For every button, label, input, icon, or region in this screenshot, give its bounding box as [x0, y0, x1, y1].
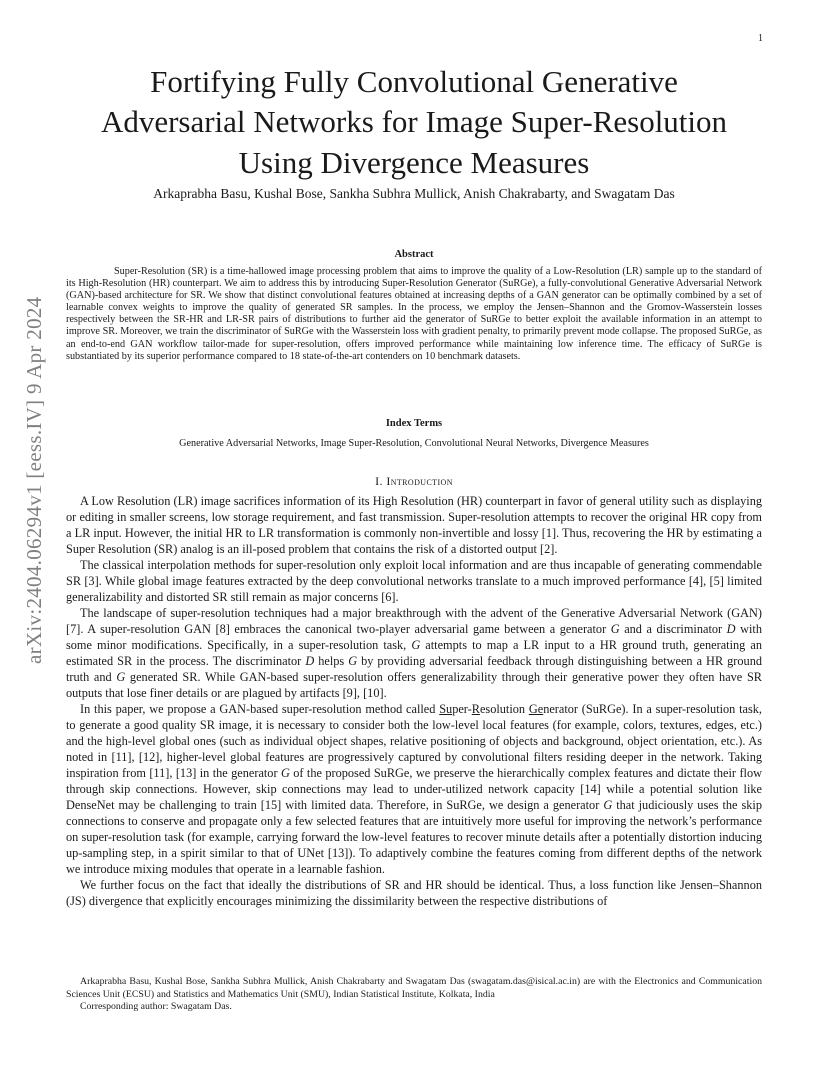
text-run: of the proposed SuRGe, we preserve the hierarchically complex features and dictate their flow through skip connections. However, skip connections may lead to under-utilized network capacity [14] while a potential solution like DenseNet may be challenging to train [15] with limited data. Therefore, in SuRGe, we design a generator [66, 766, 762, 812]
text-run: In this paper, we propose a GAN-based super-resolution method called [80, 702, 440, 716]
text-run: helps [314, 654, 349, 668]
index-terms-heading: Index Terms [385, 418, 443, 429]
introduction-body [66, 493, 762, 909]
section-heading-introduction [60, 474, 768, 489]
text-run: that judiciously uses the skip connections to conserve and propagate only a few selected features that are intuitively more useful for improving the network’s performance on super-resolution task (for example, carrying forward the low-level features to recover minute details after a potentially distortion inducing up-sampling step, in a spirit similar to that of UNet [13]). To adaptively combine the features coming from different depths of the network we introduce mixing modules that operate in a learnable fashion. [66, 798, 762, 876]
author-list: Arkaprabha Basu, Kushal Bose, Sankha Subhra Mullick, Anish Chakrabarty, and Swagatam Das [153, 186, 675, 201]
math-symbol-g: G [116, 670, 126, 684]
math-symbol-g: G [411, 638, 421, 652]
text-run: and a discriminator [619, 622, 727, 636]
index-terms-text: Generative Adversarial Networks, Image Super-Resolution, Convolutional Neural Networks, Divergence Measures [179, 438, 649, 449]
math-symbol-g: G [280, 766, 290, 780]
math-symbol-d: D [726, 622, 736, 636]
text-run: nerator (SuRGe). In a super-resolution task, to generate a good quality SR image, it is necessary to consider both the low-level local features (for example, colors, textures, edges, etc.) and the high-level global ones (such as individual object shapes, relative positioning of objects and background, object orientation, etc.). As noted in [11], [12], higher-level global features are progressively captured by convolutional filters residing deeper in the network. Taking inspiration from [11], [13] in the generator [66, 702, 763, 780]
section-title: Introduction [386, 474, 453, 488]
text-run: by providing adversarial feedback through distinguishing between a HR ground truth and [66, 654, 763, 684]
page-number: 1 [758, 33, 763, 44]
acronym-underline: R [471, 702, 480, 716]
acronym-underline: Su [439, 702, 453, 716]
text-run: The landscape of super-resolution techniques had a major breakthrough with the advent of the Generative Adversarial Network (GAN) [7]. A super-resolution GAN [8] embraces the canonical two-player adversarial game between a generator [66, 606, 762, 636]
paragraph-4 [66, 701, 762, 877]
text-run: generated SR. While GAN-based super-resolution offers generalizability through their generative power they often have SR outputs that lose finer details or are plagued by artifacts [9], [10]. [66, 670, 762, 700]
title-line-2: Adversarial Networks for Image Super-Resolution [100, 104, 728, 140]
title-line-3: Using Divergence Measures [238, 144, 590, 180]
math-symbol-g: G [603, 798, 613, 812]
text-run: esolution [479, 702, 529, 716]
math-symbol-g: G [610, 622, 620, 636]
abstract-text: Super-Resolution (SR) is a time-hallowed image processing problem that aims to improve the quality of a Low-Resolution (LR) sample up to the standard of its High-Resolution (HR) counterpart. We aim to address this by introducing Super-Resolution Generator (SuRGe), a fully-convolutional Generative Adversarial Network (GAN)-based architecture for SR. We show that distinct convolutional features obtained at increasing depths of a GAN generator can be optimally combined by a set of learnable convex weights to improve the quality of generated SR samples. In the process, we employ the Jensen–Shannon and the Gromov-Wasserstein losses respectively between the SR-HR and LR-SR pairs of distributions to further aid the generator of SuRGe to better exploit the available information in an attempt to improve SR. Moreover, we train the discriminator of SuRGe with the Wasserstein loss with gradient penalty, to primarily prevent mode collapse. The proposed SuRGe, as an end-to-end GAN workflow tailor-made for super-resolution, offers improved performance while maintaining low inference time. The efficacy of SuRGe is substantiated by its superior performance compared to 18 state-of-the-art contenders on 10 benchmark datasets. [66, 266, 762, 362]
paragraph-3 [66, 605, 762, 701]
abstract-heading: Abstract [394, 249, 434, 260]
paragraph-5: We further focus on the fact that ideally the distributions of SR and HR should be identical. Thus, a loss function like Jensen–Shannon (JS) divergence that explicitly encourages minimizing the dissimilarity between the respective distributions of [66, 878, 762, 908]
footnote [66, 976, 762, 1014]
arxiv-identifier-stamp [20, 292, 54, 664]
math-symbol-d: D [305, 654, 315, 668]
paper-title [60, 62, 768, 183]
title-line-1: Fortifying Fully Convolutional Generative [150, 64, 678, 99]
math-symbol-g: G [348, 654, 358, 668]
arxiv-identifier-text: arXiv:2404.06294v1 [eess.IV] 9 Apr 2024 [22, 296, 46, 664]
text-run: per- [452, 702, 472, 716]
footnote-affiliation: Arkaprabha Basu, Kushal Bose, Sankha Subhra Mullick, Anish Chakrabarty and Swagatam Das (swagatam.das@isical.ac.in) are with the Electronics and Communication Sciences Unit (ECSU) and Statistics and Mathematics Unit (SMU), Indian Statistical Institute, Kolkata, India [66, 976, 762, 1000]
text-run: attempts to map a LR input to a HR ground truth, generating an estimated SR in the process. The discriminator [66, 638, 762, 668]
acronym-underline: Ge [528, 702, 544, 716]
section-number: I. [375, 474, 383, 488]
paragraph-2: The classical interpolation methods for super-resolution only exploit local information and are thus incapable of generating commendable SR [3]. While global image features extracted by the deep convolutional networks translate to a much improved performance [4], [5] limited generalizability and distorted SR still remain as major concerns [6]. [66, 558, 762, 604]
text-run: with some minor modifications. Specifically, in a super-resolution task, [66, 622, 762, 652]
paragraph-1: A Low Resolution (LR) image sacrifices information of its High Resolution (HR) counterpart in favor of general utility such as displaying or editing in smaller screens, low storage requirement, and fast transmission. Super-resolution attempts to recover the original HR copy from a LR input. However, the initial HR to LR transformation is commonly non-invertible and lossy [1]. Thus, recovering the HR by estimating a Super Resolution (SR) analog is an ill-posed problem that contains the risk of a distorted output [2]. [66, 494, 762, 556]
footnote-corresponding-author: Corresponding author: Swagatam Das. [80, 1001, 232, 1012]
